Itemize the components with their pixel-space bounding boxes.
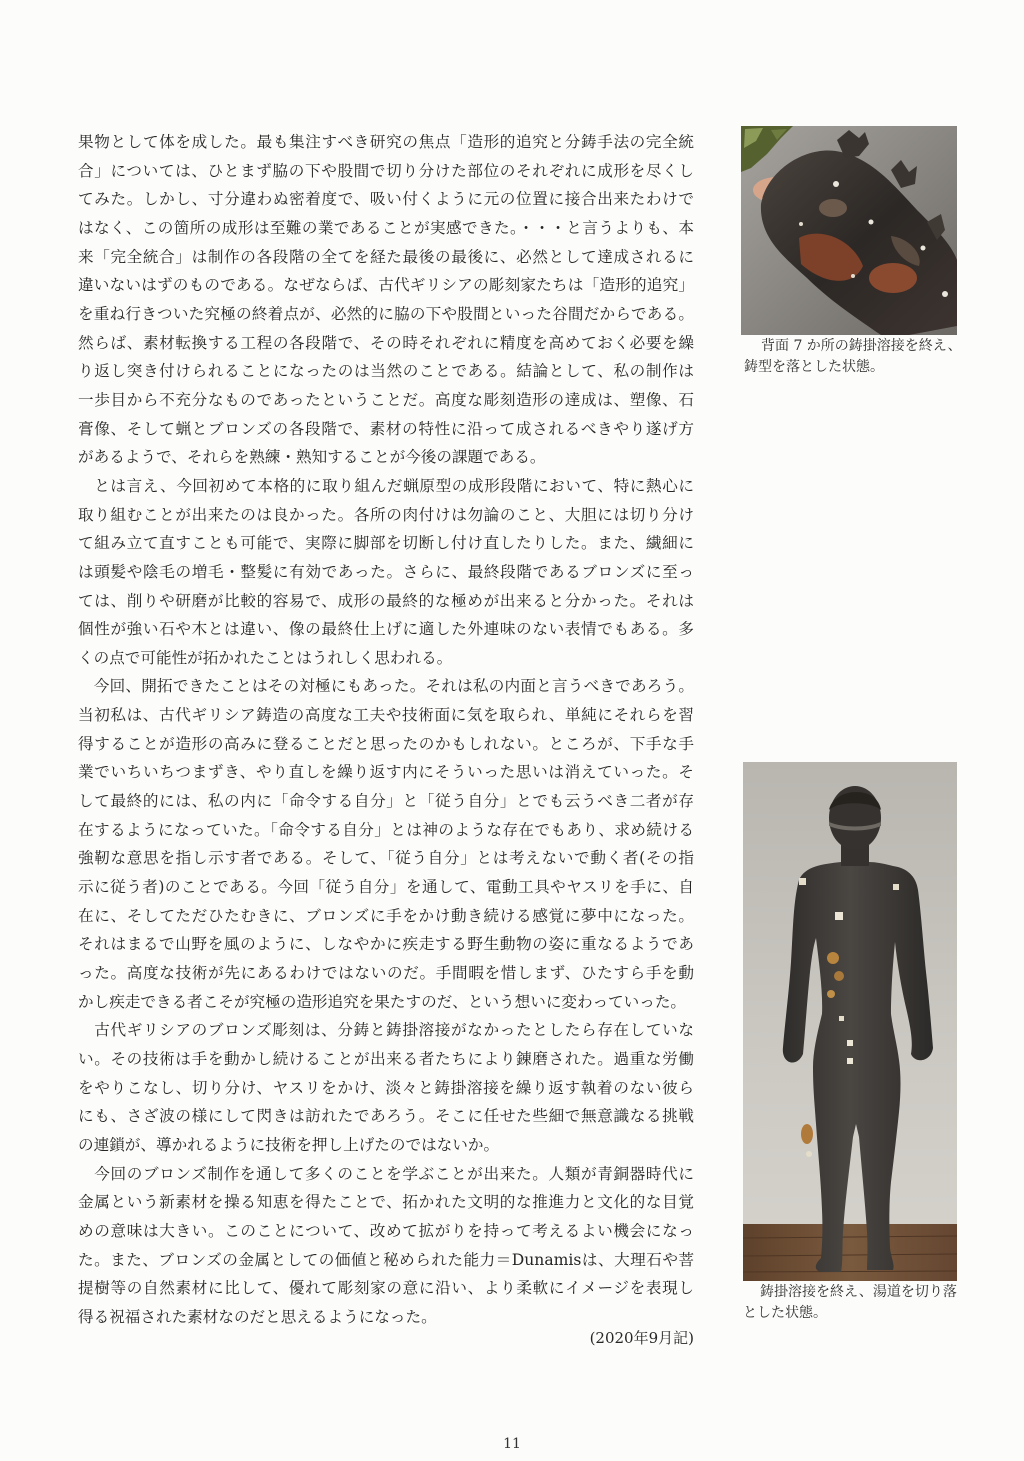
text-line: 違いないはずのものである。なぜならば、古代ギリシアの彫刻家たちは「造形的追究」: [78, 276, 694, 295]
text-line: 当初私は、古代ギリシア鋳造の高度な工夫や技術面に気を取られ、単純にそれらを習: [78, 706, 694, 725]
text-line: 取り組むことが出来たのは良かった。各所の肉付けは勿論のこと、大胆には切り分け: [78, 505, 694, 524]
text-line: り返し突き付けられることになったのは当然のことである。結論として、私の制作は: [78, 362, 694, 381]
text-line: 金属という新素材を操る知恵を得たことで、拓かれた文明的な推進力と文化的な目覚: [78, 1193, 694, 1212]
text-line: 個性が強い石や木とは違い、像の最終仕上げに適した外連味のない表情でもある。多: [78, 620, 694, 639]
text-line: 業でいちいちつまずき、やり直しを繰り返す内にそういった思いは消えていった。そ: [78, 763, 694, 782]
date-note: (2020年9月記): [589, 1329, 694, 1347]
text-line: して最終的には、私の内に「命令する自分」と「従う自分」とでも云うべき二者が存: [78, 792, 694, 811]
paragraph: [78, 1160, 694, 1332]
text-line: 古代ギリシアのブロンズ彫刻は、分鋳と鋳掛溶接がなかったとしたら存在していな: [78, 1021, 694, 1040]
paragraph: [78, 472, 694, 673]
figure-caption: [744, 336, 966, 378]
text-line: くの点で可能性が拓かれたことはうれしく思われる。: [78, 648, 453, 667]
text-line: 来「完全統合」は制作の各段階の全てを経た最後の最後に、必然として達成されるに: [78, 247, 694, 266]
text-line: った。高度な技術が先にあるわけではないのだ。手間暇を惜しまず、ひたすら手を動: [78, 964, 694, 983]
figure-caption: [743, 1282, 965, 1324]
text-line: 得る祝福された素材なのだと思えるようになった。: [78, 1307, 437, 1326]
paragraph: [78, 128, 694, 472]
text-line: た。また、ブロンズの金属としての価値と秘められた能力＝Dunamisは、大理石や菩: [78, 1250, 694, 1269]
text-line: 在に、そしてただひたむきに、ブロンズに手をかけ動き続ける感覚に夢中になった。: [78, 906, 694, 925]
text-line: とは言え、今回初めて本格的に取り組んだ蝋原型の成形段階において、特に熱心に: [78, 476, 694, 495]
text-line: 強靭な意思を指し示す者である。そして、「従う自分」とは考えないで動く者(その指: [78, 849, 694, 868]
text-line: 得することが造形の高みに登ることだと思ったのかもしれない。ところが、下手な手: [78, 734, 694, 753]
caption-line: 鋳掛溶接を終え、湯道を切り落: [760, 1284, 957, 1300]
text-line: 合」については、ひとまず脇の下や股間で切り分けた部位のそれぞれに成形を尽くし: [78, 161, 694, 180]
text-line: めの意味は大きい。このことについて、改めて拡がりを持って考えるよい機会になっ: [78, 1221, 694, 1240]
page-number: 11: [503, 1436, 521, 1452]
text-line: 然らば、素材転換する工程の各段階で、その時それぞれに精度を高めておく必要を繰: [78, 333, 694, 352]
text-line: 今回のブロンズ制作を通して多くのことを学ぶことが出来た。人類が青銅器時代に: [78, 1164, 694, 1183]
text-line: い。その技術は手を動かし続けることが出来る者たちにより錬磨された。過重な労働: [78, 1050, 694, 1068]
text-line: ては、削りや研磨が比較的容易で、成形の最終的な極めが出来ると分かった。それは: [78, 591, 694, 610]
text-line: 果物として体を成した。最も集注すべき研究の焦点「造形的追究と分鋳手法の完全統: [78, 133, 694, 151]
text-line: の連鎖が、導かれるように技術を押し上げたのではないか。: [78, 1135, 500, 1154]
photo-bronze-statue-lying: [741, 126, 957, 335]
text-line: をやりこなし、切り分け、ヤスリをかけ、淡々と鋳掛溶接を繰り返す執着のない彼ら: [78, 1078, 694, 1097]
text-line: はなく、この箇所の成形は至難の業であることが実感できた。・・・と言うよりも、本: [78, 218, 694, 237]
photo-bronze-statue-standing-back: [743, 762, 957, 1281]
caption-line: とした状態。: [743, 1305, 827, 1321]
text-line: て組み立て直すことも可能で、実際に脚部を切断し付け直したりした。また、繊細に: [78, 534, 694, 553]
paragraph: [78, 1016, 694, 1159]
text-line: 膏像、そして蝋とブロンズの各段階で、素材の特性に沿って成されるべきやり遂げ方: [78, 419, 694, 438]
text-line: は頭髪や陰毛の増毛・整髪に有効であった。さらに、最終段階であるブロンズに至っ: [78, 562, 694, 581]
caption-line: 背面 7 か所の鋳掛溶接を終え、: [761, 338, 962, 354]
text-line: 提樹等の自然素材に比して、優れて彫刻家の意に沿い、より柔軟にイメージを表現し: [78, 1279, 694, 1298]
text-line: にも、さざ波の様にして閃きは訪れたであろう。そこに任せた些細で無意識なる挑戦: [78, 1107, 694, 1126]
text-line: かし疾走できる者こそが究極の造形追究を果たすのだ、という想いに変わっていった。: [78, 992, 687, 1011]
text-line: 示に従う者)のことである。今回「従う自分」を通して、電動工具やヤスリを手に、自: [78, 878, 694, 897]
text-line: 今回、開拓できたことはその対極にもあった。それは私の内面と言うべきであろう。: [78, 677, 694, 696]
text-line: を重ね行きついた究極の終着点が、必然的に脇の下や股間といった谷間だからである。: [78, 304, 694, 323]
text-line: 一歩目から不充分なものであったということだ。高度な彫刻造形の達成は、塑像、石: [78, 390, 694, 409]
text-line: があるようで、それらを熟練・熟知することが今後の課題である。: [78, 448, 546, 467]
text-line: 在するようになっていた。「命令する自分」とは神のような存在でもあり、求め続ける: [78, 820, 694, 839]
body-text: [78, 128, 694, 1332]
paragraph: [78, 672, 694, 1016]
text-line: てみた。しかし、寸分違わぬ密着度で、吸い付くように元の位置に接合出来たわけで: [78, 190, 694, 209]
text-line: それはまるで山野を風のように、しなやかに疾走する野生動物の姿に重なるようであ: [78, 935, 694, 954]
caption-line: 鋳型を落とした状態。: [744, 359, 884, 375]
